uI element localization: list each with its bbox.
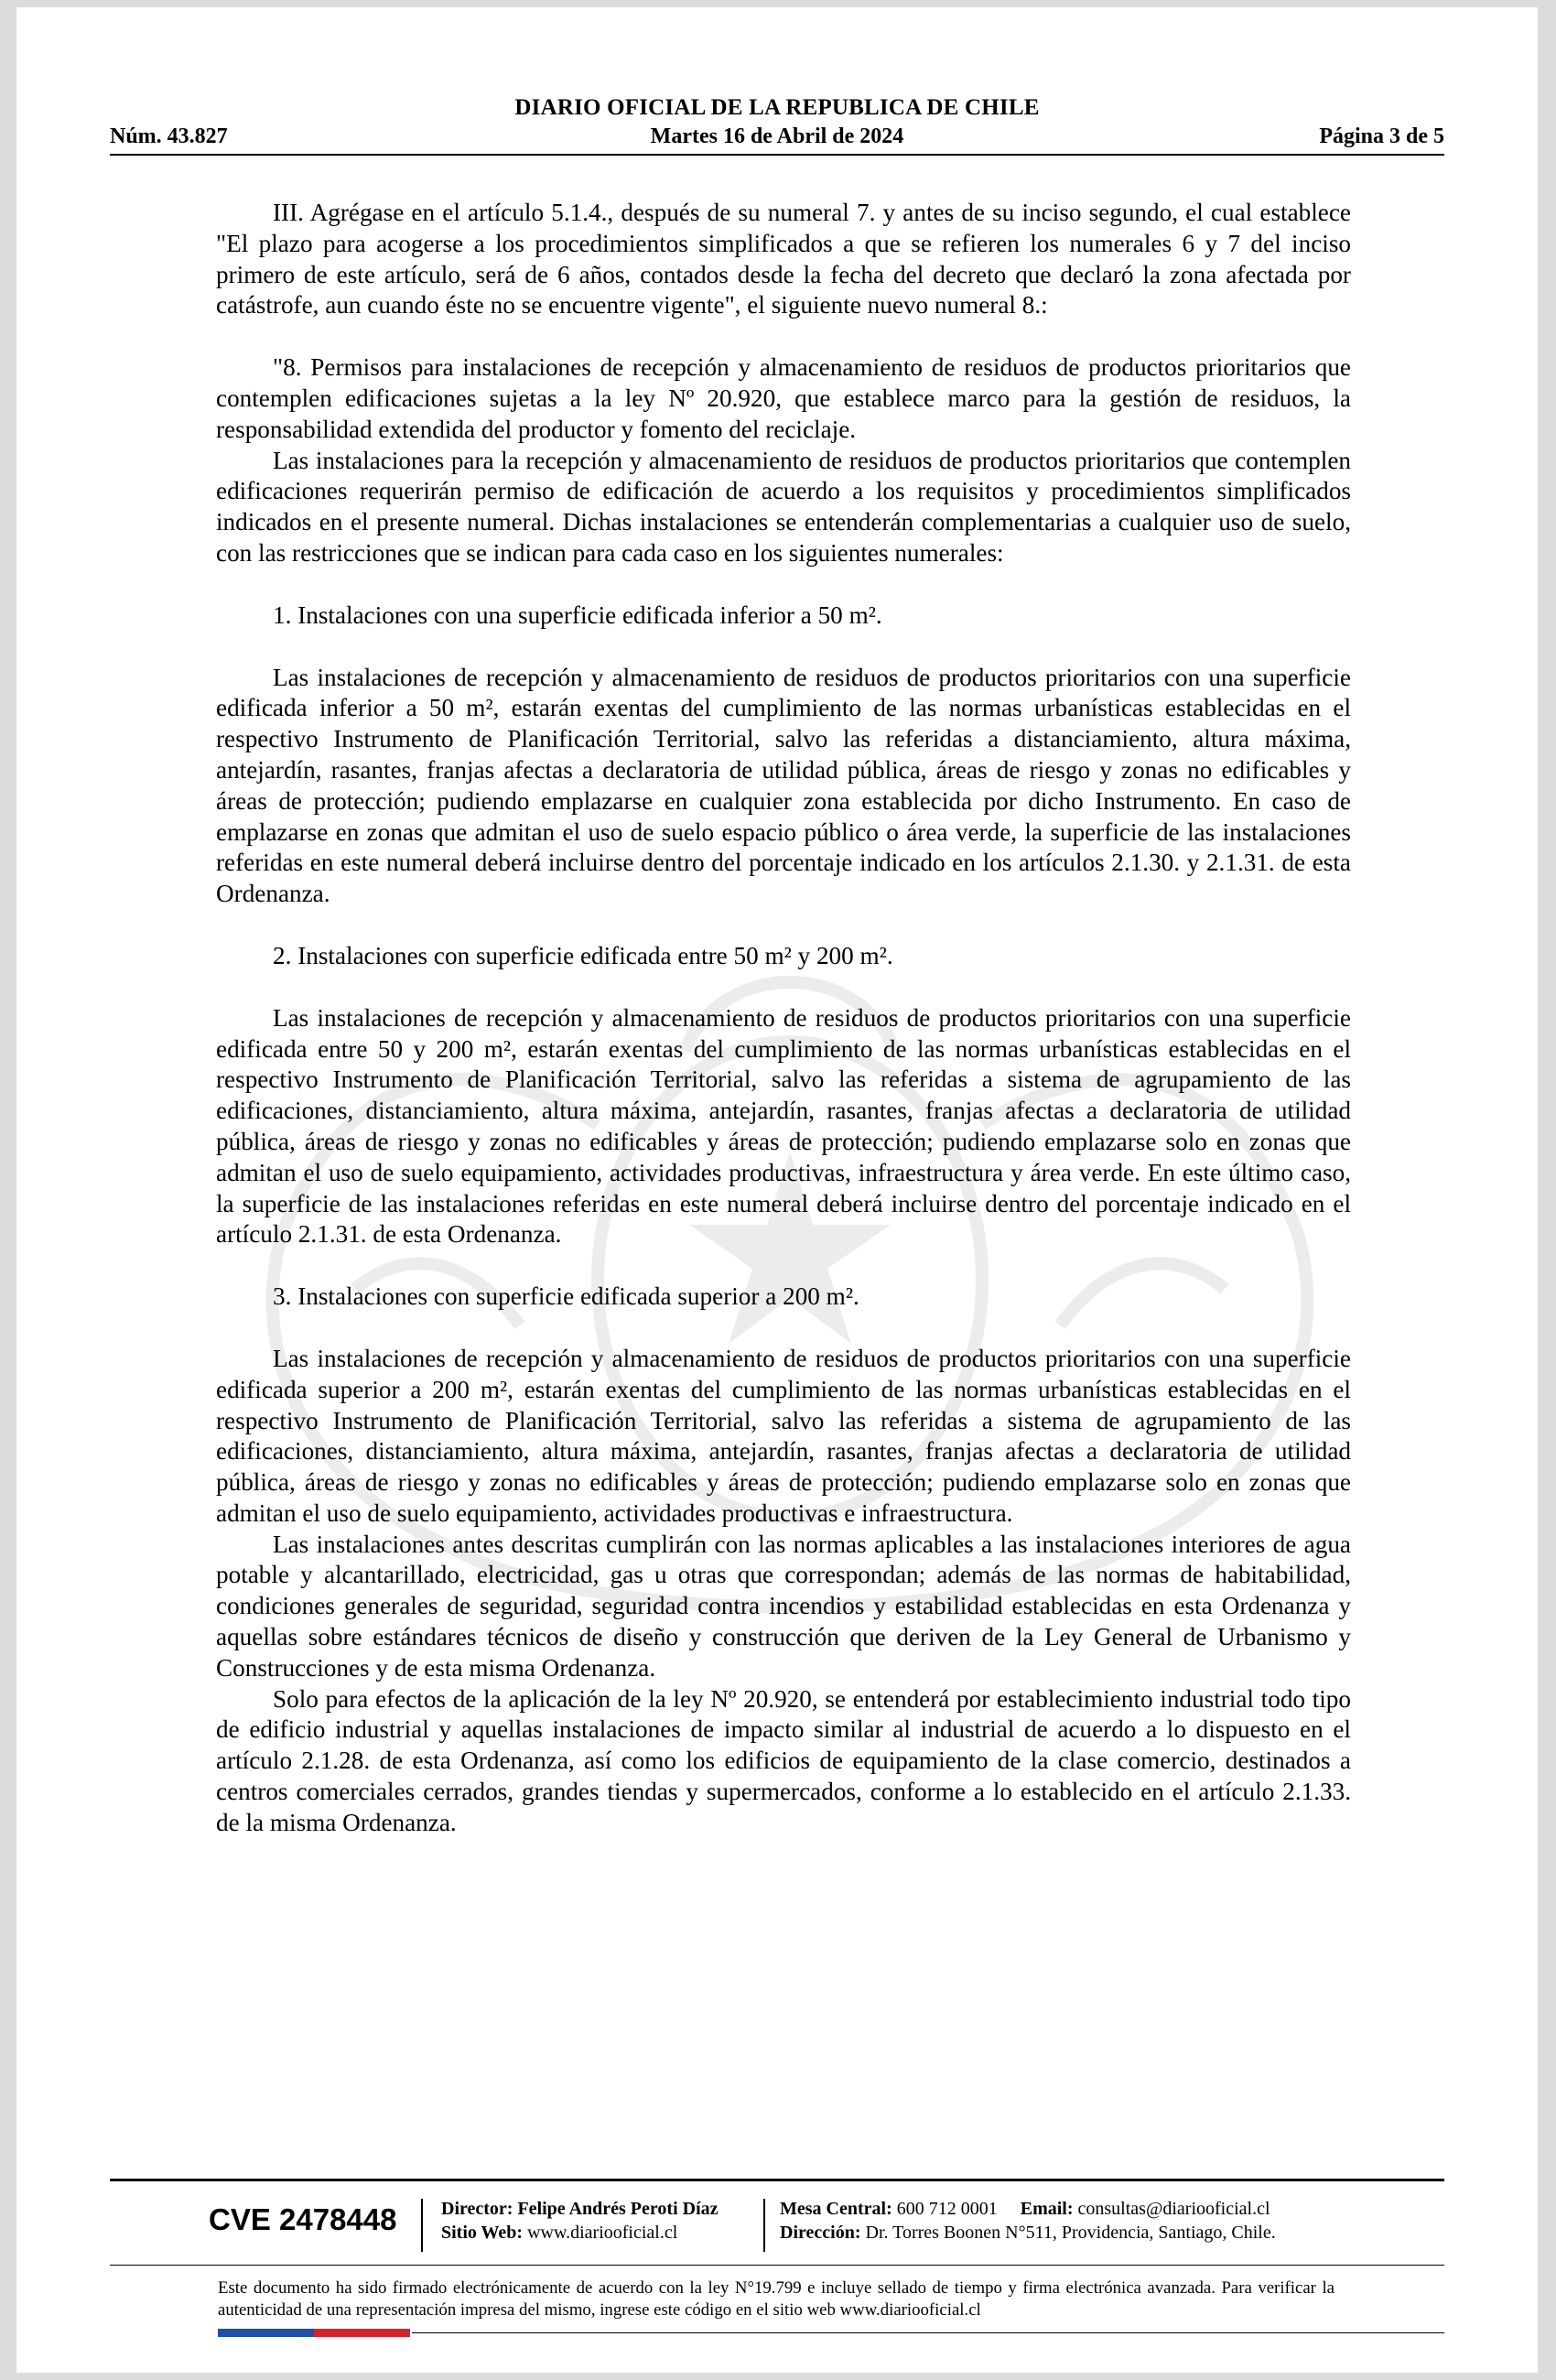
issue-date: Martes 16 de Abril de 2024 bbox=[650, 124, 904, 148]
footer-separator bbox=[421, 2199, 423, 2252]
heading-item-1: 1. Instalaciones con una superficie edificada inferior a 50 m². bbox=[273, 600, 882, 629]
document-body bbox=[216, 198, 1351, 1839]
issue-number: Núm. 43.827 bbox=[110, 124, 228, 148]
footer-separator bbox=[763, 2199, 765, 2252]
footer-contact-block bbox=[780, 2197, 1276, 2245]
website-link[interactable]: www.diariooficial.cl bbox=[527, 2223, 678, 2243]
paragraph-numeral-8: "8. Permisos para instalaciones de recepción y almacenamiento de residuos de productos prioritarios que contemplen edificaciones sujetas a la ley Nº 20.920, que establece marco para la gestión de residuos, la responsabilidad extendida del productor y fomento del reciclaje. bbox=[216, 353, 1351, 443]
footer-middle-rule bbox=[110, 2265, 1444, 2266]
flag-red-segment bbox=[314, 2329, 410, 2337]
paragraph-item-3: Las instalaciones de recepción y almacenamiento de residuos de productos prioritarios con una superficie edificada superior a 200 m², estarán exentas del cumplimiento de las normas urbanísticas establecidas en el respectivo Instrumento de Planificación Territorial, salvo las referidas a sistema de agrupamiento de las edificaciones, distanciamiento, altura máxima, antejardín, rasantes, franjas afectas a declaratoria de utilidad pública, áreas de riesgo y zonas no edificables y áreas de protección; pudiendo emplazarse solo en zonas que admitan el uso de suelo equipamiento, actividades productivas e infraestructura. bbox=[216, 1344, 1351, 1527]
cve-code: CVE 2478448 bbox=[209, 2202, 397, 2236]
phone-label: Mesa Central: bbox=[780, 2199, 892, 2219]
paragraph-permits: Las instalaciones para la recepción y almacenamiento de residuos de productos prioritarios que contemplen edificaciones requerirán permiso de edificación de acuerdo a los requisitos y procedimientos simplificados indicados en el presente numeral. Dichas instalaciones se entenderán complementarias a cualquier uso de suelo, con las restricciones que se indican para cada caso en los siguientes numerales: bbox=[216, 446, 1351, 567]
heading-item-2: 2. Instalaciones con superficie edificada entre 50 m² y 200 m². bbox=[273, 941, 893, 969]
phone-number: 600 712 0001 bbox=[896, 2199, 998, 2219]
publication-title: DIARIO OFICIAL DE LA REPUBLICA DE CHILE bbox=[514, 95, 1040, 120]
paragraph-applicable-norms: Las instalaciones antes descritas cumplirán con las normas aplicables a las instalaciones interiores de agua potable y alcantarillado, electricidad, gas u otras que correspondan; además de las normas de habitabilidad, condiciones generales de seguridad, seguridad contra incendios y estabilidad establecidas en esta Ordenanza y aquellas sobre estándares técnicos de diseño y construcción que deriven de la Ley General de Urbanismo y Construcciones y de esta misma Ordenanza. bbox=[216, 1530, 1351, 1682]
page-number: Página 3 de 5 bbox=[1319, 124, 1444, 148]
paragraph-law-20920: Solo para efectos de la aplicación de la ley Nº 20.920, se entenderá por establecimiento industrial todo tipo de edificio industrial y aquellas instalaciones de impacto similar al industrial de acuerdo a lo dispuesto en el artículo 2.1.28. de esta Ordenanza, así como los edificios de equipamiento de la clase comercio, destinados a centros comerciales cerrados, grandes tiendas y supermercados, conforme a lo establecido en el artículo 2.1.33. de la misma Ordenanza. bbox=[216, 1684, 1351, 1836]
email-label: Email: bbox=[1020, 2199, 1074, 2219]
director-label: Director: bbox=[441, 2199, 513, 2219]
paragraph-item-1: Las instalaciones de recepción y almacenamiento de residuos de productos prioritarios con una superficie edificada inferior a 50 m², estarán exentas del cumplimiento de las normas urbanísticas establecidas en el respectivo Instrumento de Planificación Territorial, salvo las referidas a distanciamiento, altura máxima, antejardín, rasantes, franjas afectas a declaratoria de utilidad pública, áreas de riesgo y zonas no edificables y áreas de protección; pudiendo emplazarse en cualquier zona establecida por dicho Instrumento. En caso de emplazarse en zonas que admitan el uso de suelo espacio público o área verde, la superficie de las instalaciones referidas en este numeral deberá incluirse dentro del porcentaje indicado en los artículos 2.1.30. y 2.1.31. de esta Ordenanza. bbox=[216, 663, 1351, 908]
page-header bbox=[110, 95, 1444, 159]
footer-bottom-rule bbox=[412, 2332, 1444, 2333]
footer-director-block bbox=[441, 2197, 719, 2245]
legal-notice: Este documento ha sido firmado electrónicamente de acuerdo con la ley N°19.799 e incluye sellado de tiempo y firma electrónica avanzada. Para verificar la autenticidad de una representación impresa del mismo, ingrese este código en el sitio web www.diariooficial.cl bbox=[218, 2278, 1334, 2320]
director-name: Felipe Andrés Peroti Díaz bbox=[517, 2199, 719, 2219]
address-text: Dr. Torres Boonen N°511, Providencia, Santiago, Chile. bbox=[865, 2223, 1276, 2243]
website-label: Sitio Web: bbox=[441, 2223, 524, 2243]
document-page bbox=[16, 7, 1538, 2373]
flag-blue-segment bbox=[218, 2329, 314, 2337]
paragraph-item-2: Las instalaciones de recepción y almacenamiento de residuos de productos prioritarios con una superficie edificada entre 50 y 200 m², estarán exentas del cumplimiento de las normas urbanísticas establecidas en el respectivo Instrumento de Planificación Territorial, salvo las referidas a sistema de agrupamiento de las edificaciones, distanciamiento, altura máxima, antejardín, rasantes, franjas afectas a declaratoria de utilidad pública, áreas de riesgo y zonas no edificables y áreas de protección; pudiendo emplazarse solo en zonas que admitan el uso de suelo equipamiento, actividades productivas, infraestructura y área verde. En este último caso, la superficie de las instalaciones referidas en este numeral deberá incluirse dentro del porcentaje indicado en el artículo 2.1.31. de esta Ordenanza. bbox=[216, 1003, 1351, 1249]
chile-flag-stripe bbox=[218, 2329, 410, 2337]
email-link[interactable]: consultas@diariooficial.cl bbox=[1077, 2199, 1270, 2219]
heading-item-3: 3. Instalaciones con superficie edificada superior a 200 m². bbox=[273, 1282, 859, 1311]
paragraph-amendment-iii: III. Agrégase en el artículo 5.1.4., después de su numeral 7. y antes de su inciso segundo, el cual establece "El plazo para acogerse a los procedimientos simplificados a que se refieren los numerales 6 y 7 del inciso primero de este artículo, será de 6 años, contados desde la fecha del decreto que declaró la zona afectada por catástrofe, aun cuando éste no se encuentre vigente", el siguiente nuevo numeral 8.: bbox=[216, 199, 1351, 319]
address-label: Dirección: bbox=[780, 2223, 861, 2243]
footer-top-rule bbox=[110, 2179, 1444, 2181]
header-divider bbox=[110, 154, 1444, 156]
